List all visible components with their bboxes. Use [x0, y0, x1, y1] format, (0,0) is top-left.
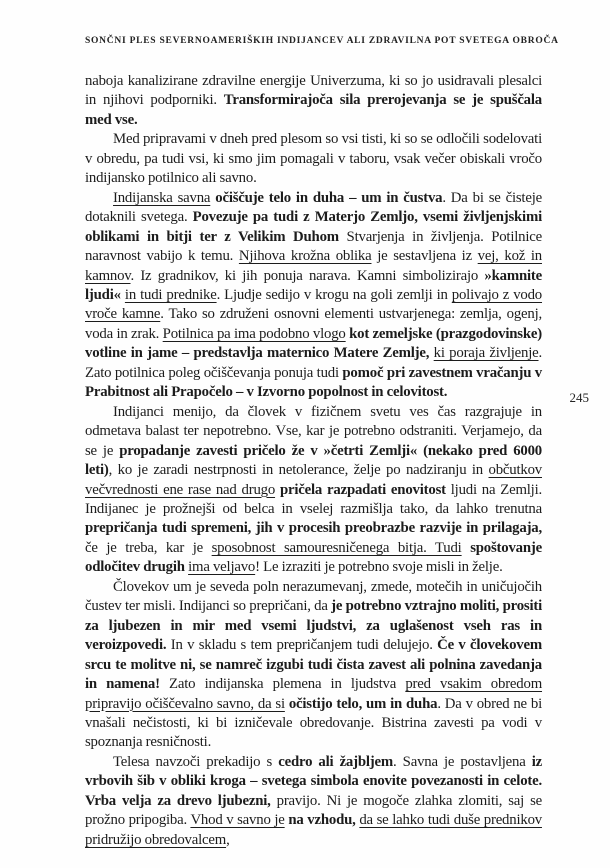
bold-text-run: prepričanja tudi spremeni, jih v procesih preobrazbe razvije in prilagaja,: [85, 520, 542, 537]
underlined-text-run: Indijanska savna: [113, 189, 211, 206]
bold-text-run: »kamnite ljudi«: [85, 267, 542, 303]
text-run: pravijo. Ni je mogoče zlahka zlomiti, saj se prožno pripogiba.: [85, 792, 542, 829]
paragraph: [85, 578, 542, 753]
text-run: Zato indijanska plemena in ljudstva: [159, 676, 406, 693]
paragraph: [85, 753, 542, 850]
bold-text-run: iz vrbovih šib v obliki kroga – svetega simbola enovite povezanosti in celote. Vrba velja za drevo ljubezni,: [85, 753, 543, 809]
bold-text-run: spoštovanje odločitev drugih: [85, 539, 542, 576]
paragraph: [85, 130, 542, 188]
text-run: . Iz gradnikov, ki jih ponuja narava. Kamni simbolizirajo: [130, 267, 485, 284]
bold-text-run: na vzhodu,: [288, 812, 356, 829]
underlined-text-run: polivajo z vodo vroče kamne: [85, 286, 543, 323]
text-run: ljudi na Zemlji. Indijanec je prožnejši od belca in vselej razmišlja tako, da lahko trenutna: [85, 481, 543, 517]
bold-text-run: očistijo telo, um in duha: [288, 695, 438, 712]
underlined-text-run: Potilnica pa ima podobno vlogo: [162, 325, 346, 342]
text-run: . Tako so združeni osnovni elementi ustvarjenega: zemlja, ogenj, voda in zrak.: [85, 306, 542, 342]
text-run: Med pripravami v dneh pred plesom so vsi tisti, ki so se odločili sodelovati v obredu, pa tudi vsi, ki smo jim pomagali v taboru, vsak večer obiskali vročo indijansko potilnico ali savno.: [85, 131, 542, 187]
text-run: ! Le izraziti je potrebno svoje misli in želje.: [255, 559, 503, 576]
text-run: Indijanci menijo, da človek v fizičnem svetu ves čas razgrajuje in odmetava balast ter nepotrebno. Vse, kar je potrebno odstraniti. Verjamejo, da se je: [85, 403, 542, 459]
text-run: . Da v obred ne bi vnašali nečistosti, ki bi izničevale obredovanje. Bistrina zavesti pa vodi v spoznanja resničnosti.: [85, 695, 542, 751]
bold-text-run: pričela razpadati enovitost: [279, 481, 446, 498]
underlined-text-run: vej, kož in kamnov: [85, 248, 542, 284]
text-run: . Da bi se čisteje dotaknili svetega.: [85, 189, 542, 226]
underlined-text-run: Vhod v savno je: [190, 812, 285, 829]
bold-text-run: je potrebno vztrajno moliti, prositi za ljubezen in mir med vsemi ljudstvi, za uglašenost vseh ras in veroizpovedi.: [85, 598, 542, 654]
underlined-text-run: da se lahko tudi duše prednikov pridružijo obredovalcem: [85, 812, 542, 848]
text-run: In v skladu s tem prepričanjem tudi delujejo.: [166, 637, 438, 654]
text-run: , ko je zaradi nestrpnosti in netolerance, želje po nadziranju in: [108, 462, 489, 479]
text-run: Telesa navzoči prekadijo s: [113, 753, 279, 770]
underlined-text-run: ki poraja življenje: [433, 345, 539, 362]
underlined-text-run: ima veljavo: [188, 559, 256, 576]
bold-text-run: propadanje zavesti pričelo že v »četrti Zemlji« (nekako pred 6000 leti): [85, 442, 542, 479]
text-run: . Ljudje sedijo v krogu na goli zemlji in: [216, 286, 452, 303]
text-run: Stvarjenja in življenja. Potilnice naravnost vabijo k temu.: [85, 228, 543, 265]
text-run: . Zato potilnica poleg očiščevanja ponuja tudi: [85, 345, 543, 381]
running-header: SONČNI PLES SEVERNOAMERIŠKIH INDIJANCEV ALI ZDRAVILNA POT SVETEGA OBROČA: [85, 36, 559, 46]
text-run: ,: [226, 831, 230, 848]
underlined-text-run: sposobnost samouresničenega bitja. Tudi: [211, 539, 462, 556]
bold-text-run: Povezuje pa tudi z Materjo Zemljo, vsemi življenjskimi oblikami in bitji ter z Velikim Duhom: [85, 209, 542, 245]
bold-text-run: cedro ali žajbljem: [278, 753, 394, 770]
text-run: [462, 540, 471, 556]
bold-text-run: očiščuje telo in duha – um in čustva: [215, 189, 443, 206]
paragraph: [85, 403, 542, 578]
text-run: je sestavljena iz: [371, 248, 478, 265]
bold-text-run: Transformirajoča sila prerojevanja se je spuščala med vse.: [85, 92, 542, 128]
page-number: 245: [569, 390, 589, 405]
bold-text-run: pomoč pri zavestnem vračanju v Prabitnost ali Prapočelo – v Izvorno popolnost in celovitost.: [85, 364, 542, 401]
bold-text-run: kot zemeljske (prazgodovinske) votline in jame – predstavlja maternico Matere Zemlje,: [85, 325, 542, 362]
paragraph: [85, 72, 542, 130]
text-run: naboja kanalizirane zdravilne energije Univerzuma, ki so jo usidravali plesalci in njihovi podporniki.: [85, 73, 542, 109]
body-text: [85, 72, 542, 850]
underlined-text-run: in tudi prednike: [124, 286, 217, 303]
text-run: . Savna je postavljena: [393, 753, 532, 770]
underlined-text-run: občutkov večvrednosti ene rase nad drugo: [85, 462, 542, 498]
bold-text-run: Če v človekovem srcu te molitve ni, se namreč izgubi tudi čista zavest ali polnina zavedanja in namena!: [85, 637, 542, 693]
paragraph: [85, 189, 542, 403]
underlined-text-run: Njihova krožna oblika: [238, 248, 372, 265]
text-run: Človekov um je seveda poln nerazumevanj, zmede, motečih in uničujočih čustev ter misli. Indijanci so prepričani, da: [85, 578, 542, 615]
text-run: če je treba, kar je: [85, 539, 212, 556]
underlined-text-run: pred vsakim obredom pripravijo očiščevalno savno, da si: [85, 676, 543, 712]
